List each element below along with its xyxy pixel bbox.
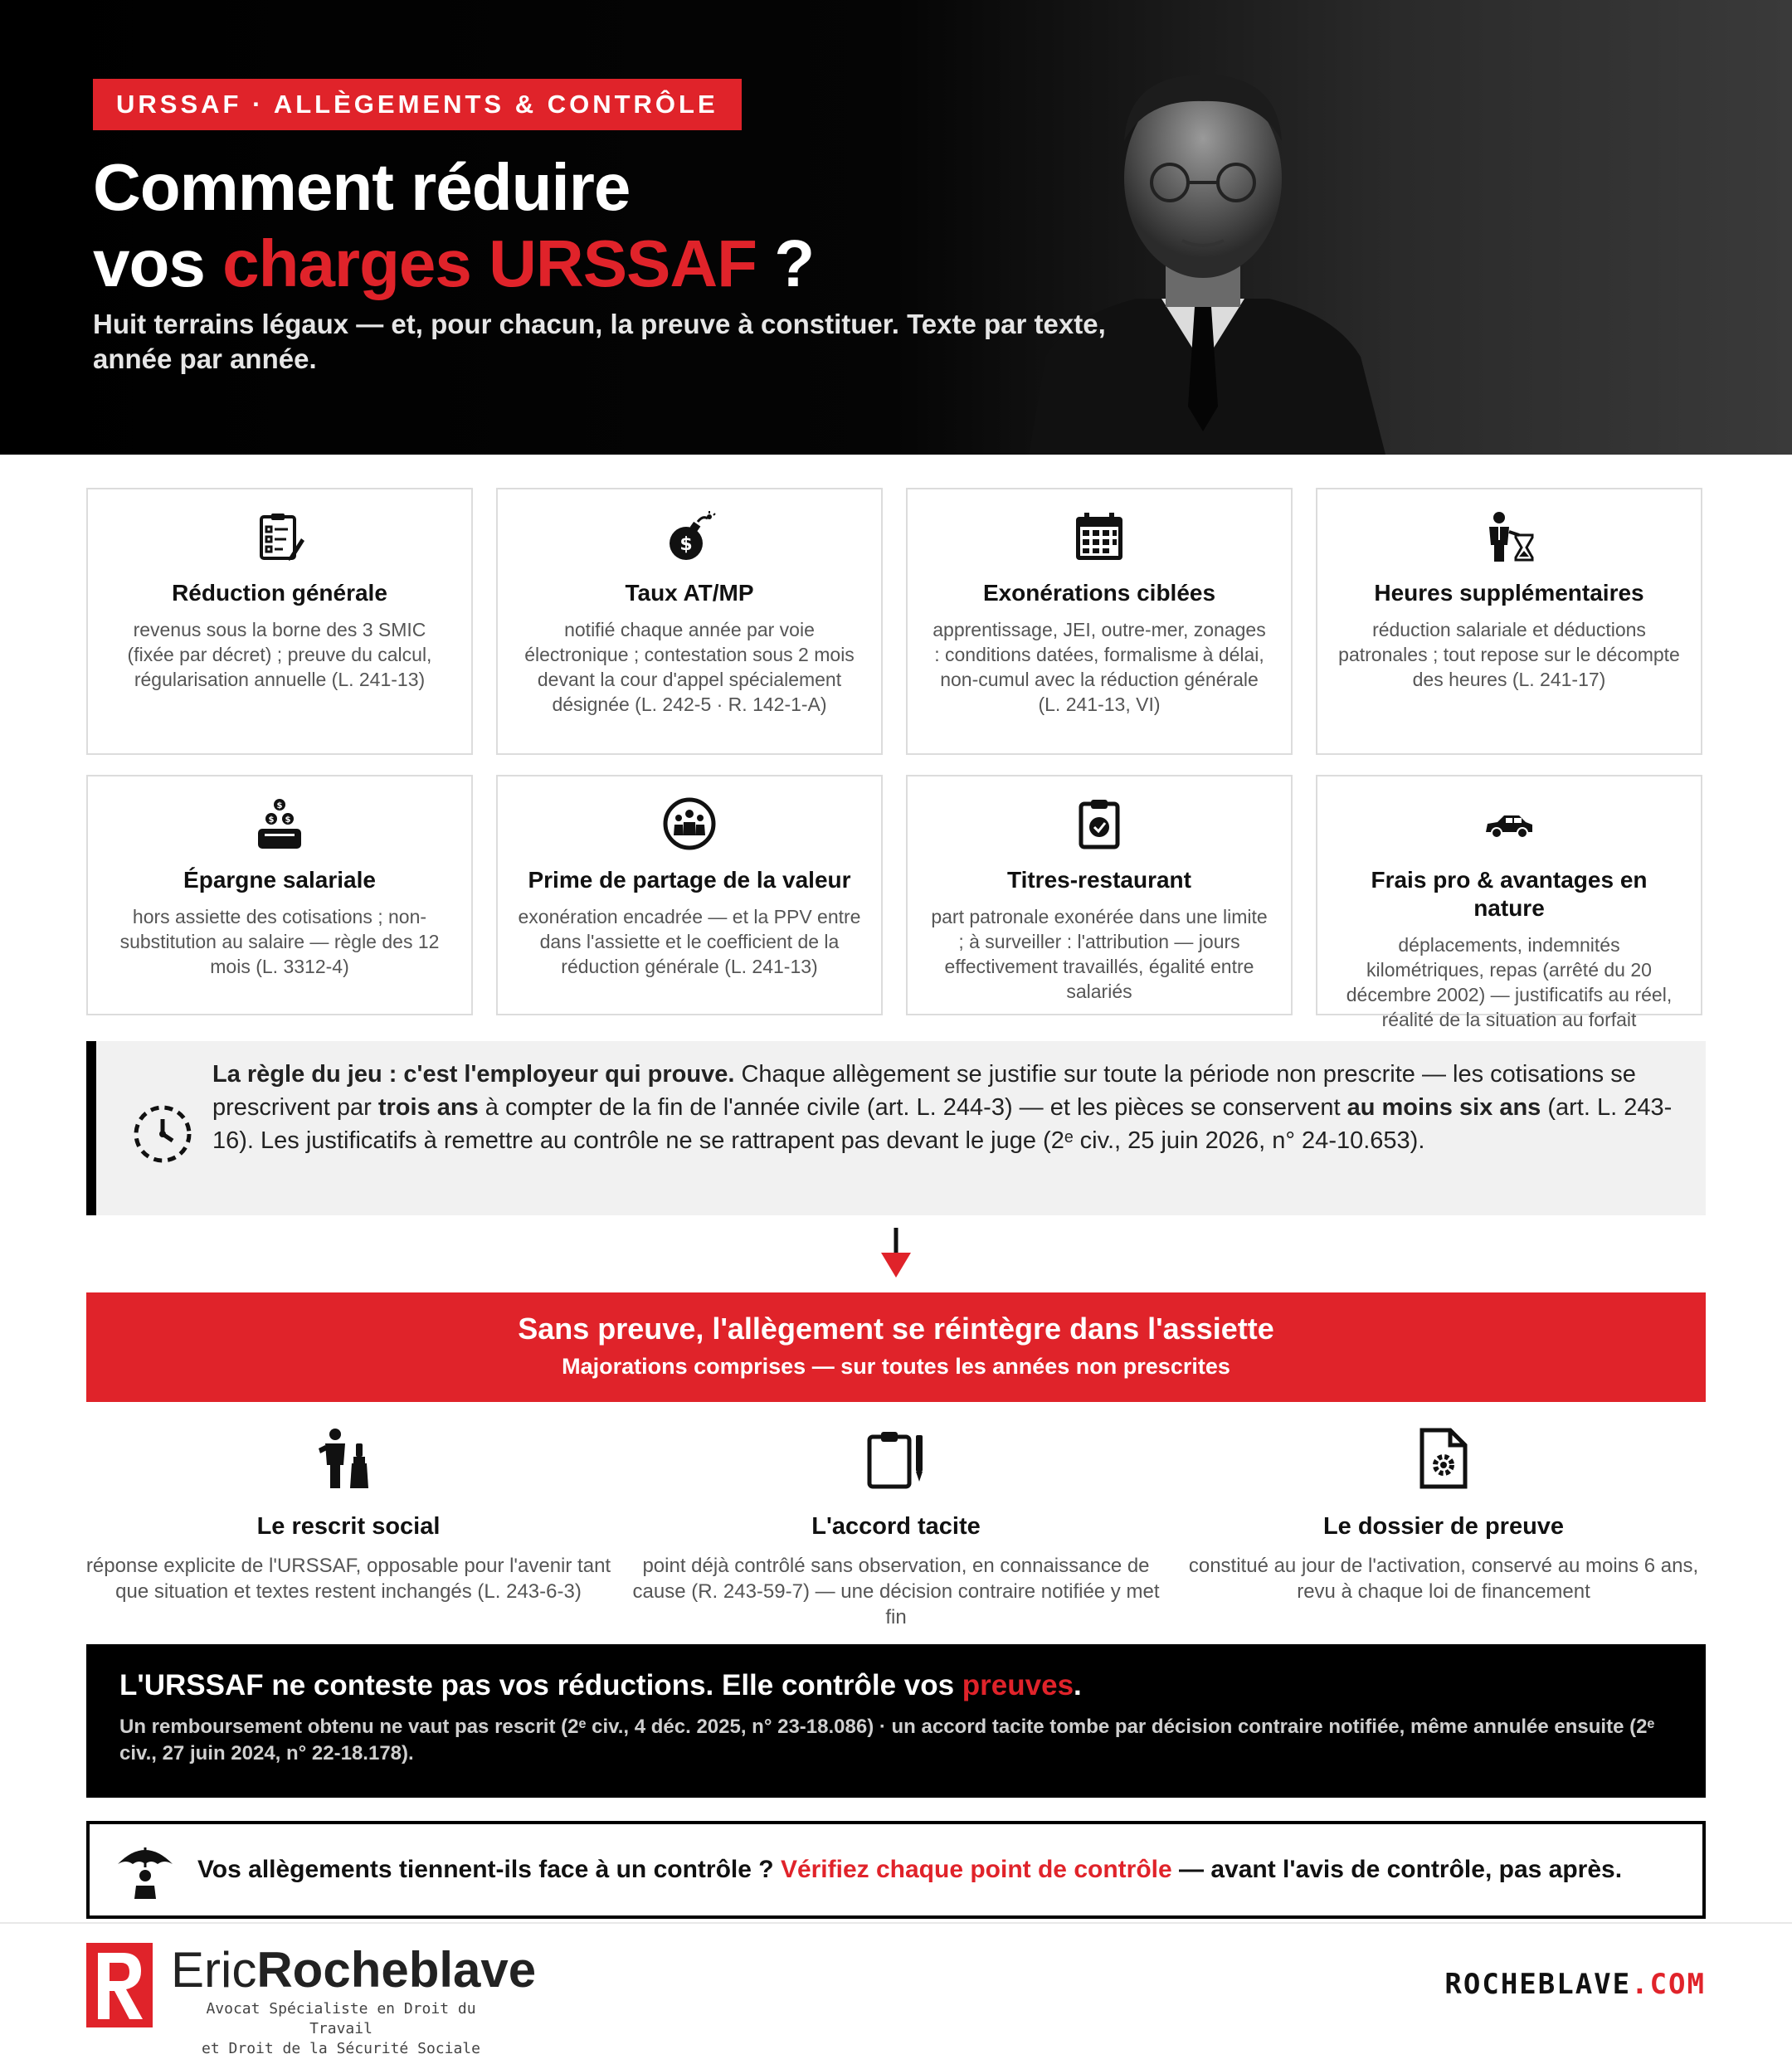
protection-text: constitué au jour de l'activation, conservé au moins 6 ans, revu à chaque loi de financement [1188, 1555, 1699, 1603]
card-text: apprentissage, JEI, outre-mer, zonages : conditions datées, formalisme à délai, non-cumul avec la réduction générale (L. 241-13, VI) [933, 619, 1266, 715]
footer-divider [0, 1922, 1792, 1924]
warning-subtitle: Majorations comprises — sur toutes les années non prescrites [562, 1354, 1230, 1379]
checklist-icon [108, 508, 451, 566]
card-title: Titres-restaurant [1006, 867, 1191, 893]
protection-title: L'accord tacite [811, 1513, 981, 1540]
brand-tagline [171, 1999, 511, 2059]
card-titres-restaurant [906, 775, 1293, 1015]
brand-name [171, 1943, 536, 1998]
rule-text [212, 1058, 1689, 1157]
page-subtitle: Huit terrains légaux — et, pour chacun, la preuve à constituer. Texte par texte, année par année. [93, 309, 1106, 374]
brand-tagline-2: et Droit de la Sécurité Sociale [202, 2040, 480, 2057]
svg-text:$: $ [276, 801, 283, 810]
conclusion-highlight: preuves [962, 1669, 1074, 1701]
site-main: ROCHEBLAVE [1444, 1968, 1632, 2001]
brand-tagline-1: Avocat Spécialiste en Droit du Travail [206, 2000, 476, 2037]
card-heures-supplementaires [1316, 488, 1702, 755]
cta-link[interactable]: Vérifiez chaque point de contrôle [780, 1856, 1172, 1883]
card-title: Heures supplémentaires [1374, 580, 1644, 606]
title-highlight: charges URSSAF [222, 226, 757, 300]
card-reduction-generale [86, 488, 473, 755]
card-taux-at-mp [496, 488, 883, 755]
down-arrow-icon [881, 1228, 911, 1279]
card-text: revenus sous la borne des 3 SMIC (fixée par décret) ; preuve du calcul, régularisation annuelle (L. 241-13) [127, 619, 432, 690]
protection-rescrit [83, 1424, 614, 1604]
card-frais-pro [1316, 775, 1702, 1030]
website-link[interactable] [1444, 1968, 1706, 2001]
card-title: Réduction générale [172, 580, 387, 606]
protection-accord-tacite [631, 1424, 1161, 1630]
title-line-1: Comment réduire [93, 150, 631, 224]
card-title: Taux AT/MP [625, 580, 754, 606]
clipboard-check-icon [928, 795, 1271, 853]
cta-box [86, 1821, 1706, 1919]
site-tld: .COM [1631, 1968, 1706, 2001]
card-title: Prime de partage de la valeur [528, 867, 851, 893]
warning-title: Sans preuve, l'allègement se réintègre dans l'assiette [518, 1312, 1274, 1346]
card-epargne-salariale [86, 775, 473, 1015]
rule-panel [86, 1041, 1706, 1215]
protection-text: point déjà contrôlé sans observation, en connaissance de cause (R. 243-59-7) — une décision contraire notifiée y met fin [632, 1555, 1160, 1628]
cta-tail: — avant l'avis de contrôle, pas après. [1171, 1856, 1623, 1883]
document-gear-icon [1178, 1424, 1709, 1493]
rule-bold-1: trois ans [377, 1094, 479, 1121]
page-title [93, 149, 1006, 302]
r-logo-icon [86, 1943, 153, 2027]
cta-question: Vos allègements tiennent-ils face à un contrôle ? [197, 1856, 781, 1883]
umbrella-person-icon [114, 1839, 176, 1901]
person-bottle-icon [83, 1424, 614, 1493]
rule-bold-2: au moins six ans [1346, 1094, 1541, 1121]
conclusion-title-post: . [1074, 1669, 1082, 1701]
money-bomb-icon [518, 508, 861, 566]
lawyer-portrait [996, 41, 1410, 455]
cta-text [197, 1824, 1622, 1915]
card-text: part patronale exonérée dans une limite ; à surveiller : l'attribution — jours effectivement travaillés, égalité entre salariés [931, 906, 1268, 1002]
calendar-icon [928, 508, 1271, 566]
brand-last: Rocheblave [256, 1942, 537, 1998]
savings-icon [108, 795, 451, 853]
rule-part-1: Chaque allègement se justifie sur toute la période non prescrite — les cotisations se prescrivent par [212, 1061, 1636, 1121]
rule-lead: La règle du jeu : c'est l'employeur qui prouve. [212, 1061, 735, 1088]
people-group-icon [518, 795, 861, 853]
card-prime-partage-valeur [496, 775, 883, 1015]
rule-part-3: (art. L. 243-16). Les justificatifs à remettre au contrôle ne se rattrapent pas devant le juge (2ᵉ civ., 25 juin 2026, n° 24-10.653). [212, 1094, 1673, 1154]
svg-text:$: $ [679, 534, 693, 555]
card-text: notifié chaque année par voie électronique ; contestation sous 2 mois devant la cour d'appel spécialement désignée (L. 242-5 · R. 142-1-A) [524, 619, 855, 715]
person-hourglass-icon [1337, 508, 1681, 566]
card-title: Frais pro & avantages en nature [1371, 867, 1648, 921]
protection-text: réponse explicite de l'URSSAF, opposable pour l'avenir tant que situation et textes restent inchangés (L. 243-6-3) [85, 1555, 611, 1603]
card-text: exonération encadrée — et la PPV entre dans l'assiette et le coefficient de la réduction générale (L. 241-13) [518, 906, 861, 977]
conclusion-panel [86, 1644, 1706, 1798]
protection-title: Le dossier de preuve [1322, 1513, 1565, 1540]
conclusion-title [119, 1667, 1673, 1704]
title-line-2-post: ? [757, 226, 815, 300]
brand-first: Eric [171, 1942, 257, 1998]
card-text: réduction salariale et déductions patronales ; tout repose sur le décompte des heures (L. 241-17) [1338, 619, 1680, 690]
rule-part-2: à compter de la fin de l'année civile (art. L. 244-3) — et les pièces se conservent [478, 1094, 1347, 1121]
card-title: Exonérations ciblées [982, 580, 1216, 606]
card-title: Épargne salariale [183, 867, 376, 893]
svg-text:$: $ [268, 815, 275, 825]
card-exonerations-ciblees [906, 488, 1293, 755]
clock-dashed-icon [129, 1099, 196, 1166]
warning-banner [86, 1292, 1706, 1402]
conclusion-title-pre: L'URSSAF ne conteste pas vos réductions. Elle contrôle vos [119, 1669, 962, 1701]
protection-title: Le rescrit social [256, 1513, 441, 1540]
category-tag: URSSAF · ALLÈGEMENTS & CONTRÔLE [93, 79, 742, 130]
svg-text:$: $ [285, 815, 291, 825]
title-line-2-pre: vos [93, 226, 223, 300]
card-text: hors assiette des cotisations ; non-substitution au salaire — règle des 12 mois (L. 3312-4) [119, 906, 440, 977]
clipboard-pen-icon [631, 1424, 1161, 1493]
conclusion-text: Un remboursement obtenu ne vaut pas rescrit (2ᵉ civ., 4 déc. 2025, n° 23-18.086) · un accord tacite tombe par décision contraire notifiée, même annulée ensuite (2ᵉ civ., 27 juin 2024, n° 22-18.178). [119, 1716, 1655, 1765]
card-text: déplacements, indemnités kilométriques, repas (arrêté du 20 décembre 2002) — justificatifs au réel, réalité de la situation au forfait [1346, 934, 1673, 1030]
car-icon [1337, 795, 1681, 853]
hero-banner [0, 0, 1792, 455]
protection-dossier-preuve [1178, 1424, 1709, 1604]
